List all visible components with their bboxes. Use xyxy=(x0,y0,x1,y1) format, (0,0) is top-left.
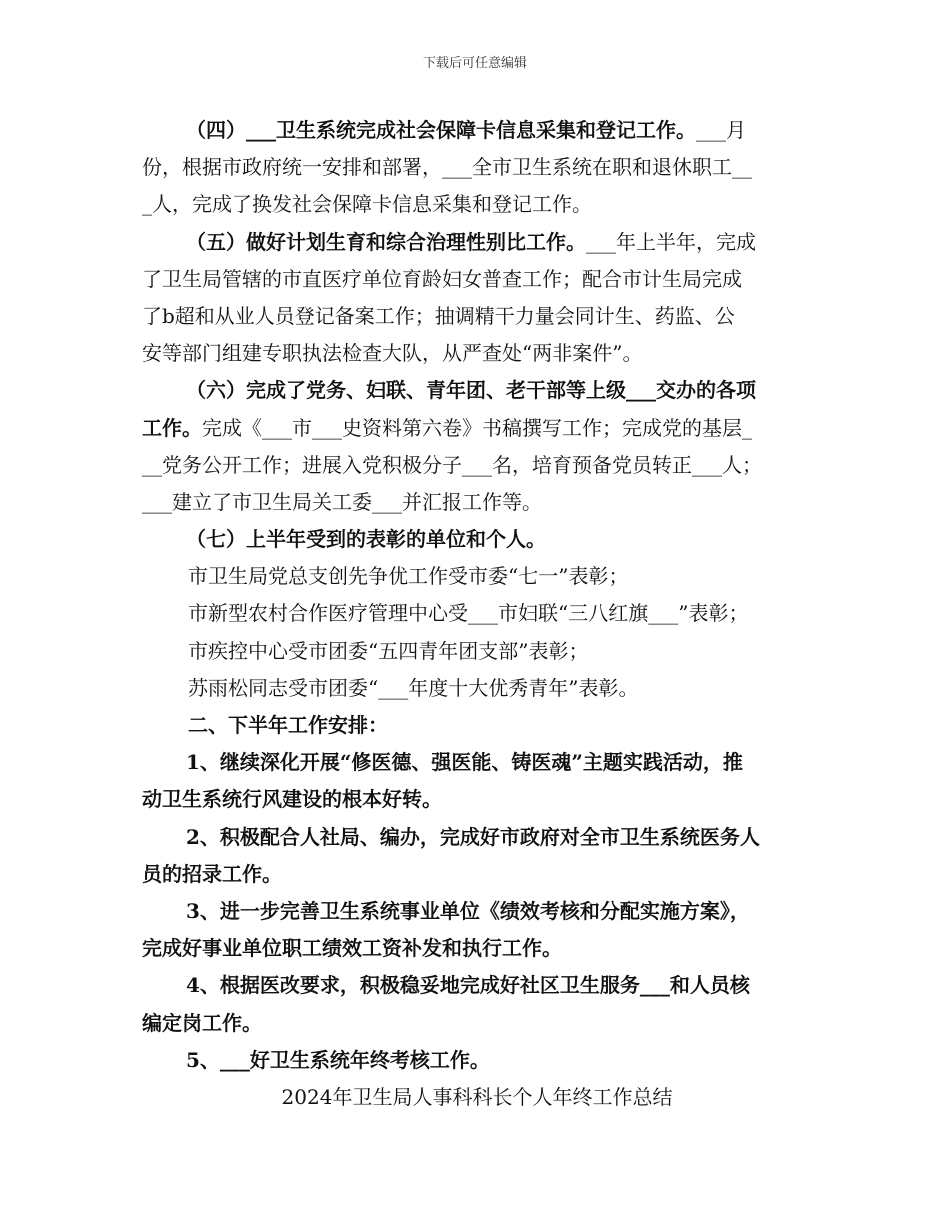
text-line xyxy=(142,1042,812,1079)
bold-text: 员的招录工作。 xyxy=(142,861,282,886)
text-line xyxy=(142,781,812,818)
text-line xyxy=(142,1005,812,1042)
plain-text: ___月 xyxy=(696,118,746,142)
text-line xyxy=(142,112,812,149)
bold-text: 完成好事业单位职工绩效工资补发和执行工作。 xyxy=(142,936,562,961)
text-line xyxy=(142,447,812,484)
bold-text: 2、积极配合人社局、编办，完成好市政府对全市卫生系统医务人 xyxy=(186,824,760,849)
text-line xyxy=(142,856,812,893)
text-line xyxy=(142,484,812,521)
text-line xyxy=(142,558,812,595)
text-line xyxy=(142,224,812,261)
plain-text: 市疾控中心受市团委“五四青年团支部”表彰； xyxy=(188,638,589,663)
text-line xyxy=(142,670,812,707)
document-body xyxy=(142,112,812,1116)
text-line xyxy=(142,967,812,1004)
plain-text: 安等部门组建专职执法检查大队，从严查处“两非案件”。 xyxy=(142,341,643,366)
text-line xyxy=(142,893,812,930)
text-line xyxy=(142,149,812,186)
bold-text: 3、进一步完善卫生系统事业单位《绩效考核和分配实施方案》， xyxy=(186,898,750,923)
text-line xyxy=(142,707,812,744)
plain-text: 苏雨松同志受市团委“___年度十大优秀青年”表彰。 xyxy=(188,675,639,700)
text-line xyxy=(142,335,812,372)
text-line xyxy=(142,410,812,447)
bold-text: 4、根据医改要求，积极稳妥地完成好社区卫生服务___和人员核 xyxy=(186,973,750,998)
bold-text: 动卫生系统行风建设的根本好转。 xyxy=(142,787,442,812)
plain-text: 了b超和从业人员登记备案工作；抽调精干力量会同计生、药监、公 xyxy=(142,303,735,328)
text-line xyxy=(142,261,812,298)
bold-text: （七）上半年受到的表彰的单位和个人。 xyxy=(186,527,546,552)
plain-text: _人，完成了换发社会保障卡信息采集和登记工作。 xyxy=(142,192,592,217)
text-line xyxy=(142,186,812,223)
text-line xyxy=(142,819,812,856)
text-line xyxy=(142,595,812,632)
bold-text: 工作。 xyxy=(142,415,202,440)
text-line xyxy=(142,930,812,967)
page-header: 下载后可任意编辑 xyxy=(422,56,527,71)
bold-text: 1、继续深化开展“修医德、强医能、铸医魂”主题实践活动，推 xyxy=(186,750,743,775)
text-line xyxy=(142,372,812,409)
plain-text: ___年上半年，完成 xyxy=(586,229,756,254)
text-line xyxy=(142,521,812,558)
bold-text: （五）做好计划生育和综合治理性别比工作。 xyxy=(186,229,586,254)
text-line xyxy=(142,298,812,335)
bold-text: （六）完成了党务、妇联、青年团、老干部等上级___交办的各项 xyxy=(186,378,756,403)
text-line xyxy=(142,744,812,781)
bold-text: 编定岗工作。 xyxy=(142,1010,262,1035)
plain-text: 市新型农村合作医疗管理中心受___市妇联“三八红旗___”表彰； xyxy=(188,601,749,626)
bold-text: 5、___好卫生系统年终考核工作。 xyxy=(186,1047,490,1072)
plain-text: 了卫生局管辖的市直医疗单位育龄妇女普查工作；配合市计生局完成 xyxy=(142,266,742,291)
plain-text: ___建立了市卫生局关工委___并汇报工作等。 xyxy=(142,489,542,514)
text-line xyxy=(142,633,812,670)
plain-text: 份，根据市政府统一安排和部署，___全市卫生系统在职和退休职工__ xyxy=(142,155,752,180)
plain-text: 完成《___市___史资料第六卷》书稿撰写工作；完成党的基层_ xyxy=(202,415,752,440)
document-title: 2024年卫生局人事科科长个人年终工作总结 xyxy=(281,1084,673,1109)
plain-text: __党务公开工作；进展入党积极分子___名，培育预备党员转正___人； xyxy=(142,452,762,477)
bold-text: （四）___卫生系统完成社会保障卡信息采集和登记工作。 xyxy=(186,118,696,142)
bold-text: 二、下半年工作安排： xyxy=(188,713,388,737)
plain-text: 市卫生局党总支创先争优工作受市委“七一”表彰； xyxy=(188,564,629,589)
